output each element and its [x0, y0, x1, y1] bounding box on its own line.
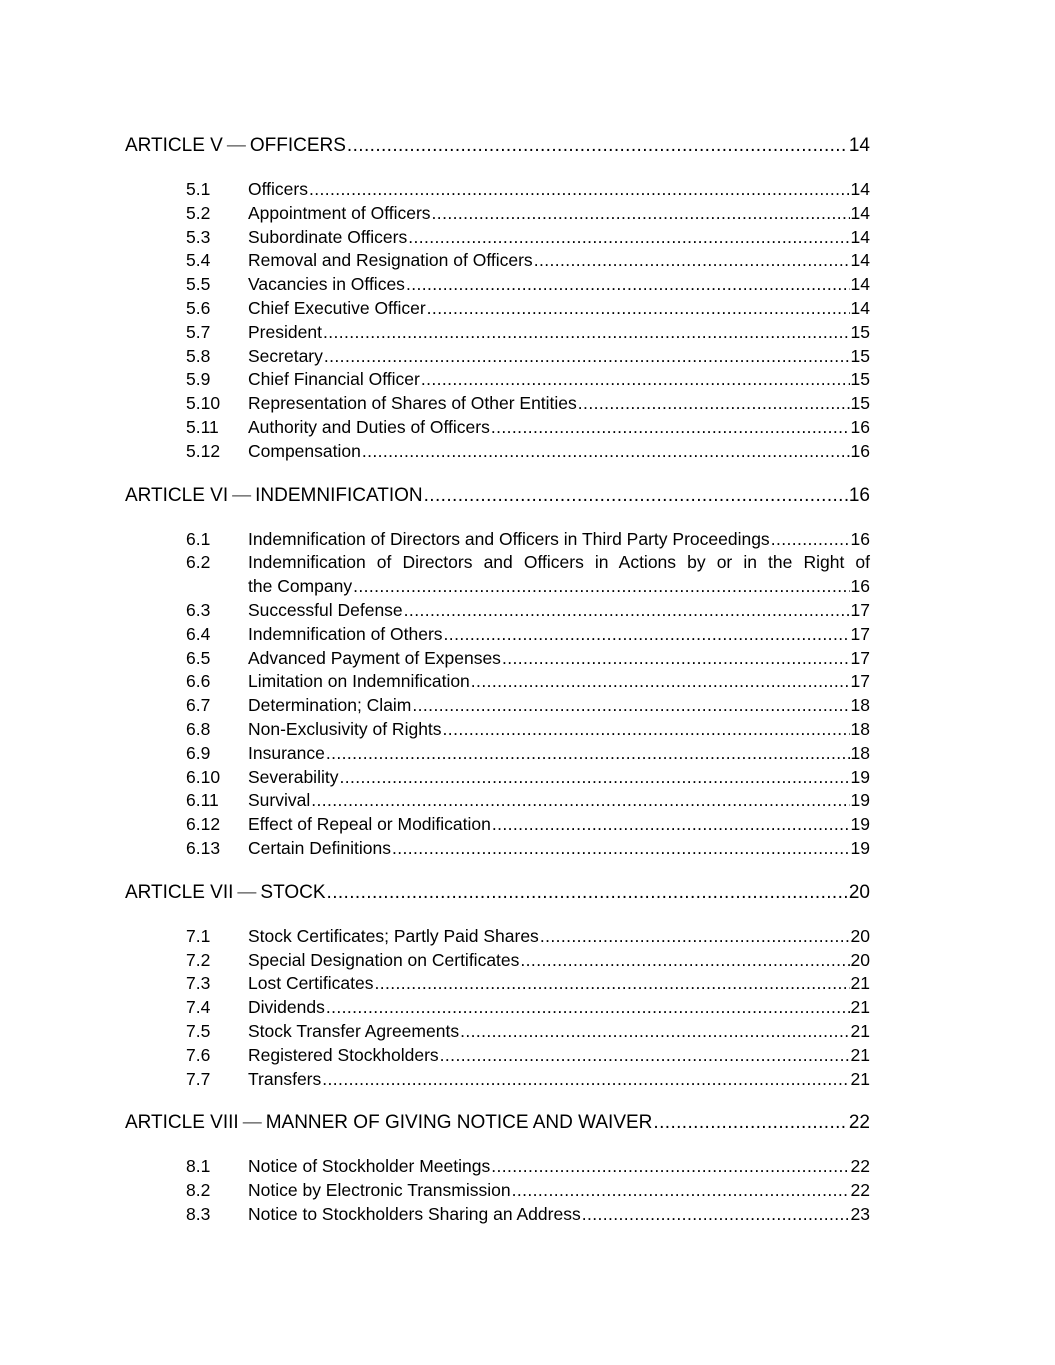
page-number: 20 — [848, 881, 870, 903]
page-number: 17 — [850, 647, 870, 668]
section-title: Insurance — [248, 742, 325, 763]
dot-leader — [347, 134, 848, 158]
dot-leader — [309, 178, 850, 202]
page-number: 17 — [850, 671, 870, 692]
section-number: 6.6 — [186, 671, 211, 692]
section-list — [125, 1155, 870, 1226]
section-title: Chief Executive Officer — [248, 297, 426, 318]
toc-entry[interactable] — [125, 392, 870, 416]
page-number: 17 — [850, 623, 870, 644]
section-title-line-2: the Company — [248, 576, 353, 597]
article-title: OFFICERS — [249, 135, 346, 156]
section-number: 5.6 — [186, 297, 211, 318]
section-title: Transfers — [248, 1068, 322, 1089]
section-number: 6.8 — [186, 718, 211, 739]
dot-leader — [471, 670, 850, 694]
dot-leader — [322, 1068, 849, 1092]
section-title: Successful Defense — [248, 599, 403, 620]
section-title-line-1: Indemnification of Directors and Officers in Actions by or in the Right of — [248, 552, 870, 573]
page-number: 15 — [850, 345, 870, 366]
page-number: 17 — [850, 599, 870, 620]
section-title: Notice of Stockholder Meetings — [248, 1156, 491, 1177]
section-number: 5.10 — [186, 393, 221, 414]
page-number: 22 — [848, 1112, 870, 1134]
dot-leader — [534, 249, 850, 273]
page-number: 14 — [848, 135, 870, 156]
page-number: 19 — [850, 837, 870, 858]
page-number: 16 — [850, 576, 870, 597]
toc-entry[interactable] — [125, 440, 870, 464]
dot-leader — [491, 416, 850, 440]
section-number: 6.2 — [186, 552, 211, 573]
section-title: Severability — [248, 766, 339, 787]
section-title: Effect of Repeal or Modification — [248, 814, 491, 835]
dot-leader — [408, 226, 849, 250]
page-number: 19 — [850, 814, 870, 835]
section-title: Removal and Resignation of Officers — [248, 250, 533, 271]
dot-leader — [440, 1044, 850, 1068]
page-number: 16 — [850, 416, 870, 437]
page-number: 14 — [850, 226, 870, 247]
toc-entry[interactable] — [125, 742, 870, 766]
page-number: 14 — [850, 250, 870, 271]
section-number: 7.7 — [186, 1068, 211, 1089]
section-number: 5.8 — [186, 345, 211, 366]
section-number: 8.2 — [186, 1180, 211, 1201]
dot-leader — [653, 1111, 847, 1135]
dot-leader — [578, 392, 850, 416]
section-title: Notice to Stockholders Sharing an Address — [248, 1203, 581, 1224]
toc-entry[interactable] — [125, 528, 870, 552]
toc-entry[interactable] — [125, 837, 870, 861]
section-number: 5.1 — [186, 179, 211, 199]
page-number: 20 — [850, 925, 870, 946]
toc-entry[interactable] — [125, 670, 870, 694]
page-number: 14 — [850, 202, 870, 223]
section-number: 8.1 — [186, 1156, 211, 1177]
page-number: 14 — [850, 179, 870, 199]
section-number: 5.7 — [186, 321, 211, 342]
section-number: 6.3 — [186, 599, 211, 620]
toc-entry[interactable] — [125, 623, 870, 647]
dot-leader — [520, 949, 849, 973]
page-number: 20 — [850, 949, 870, 970]
section-number: 7.4 — [186, 997, 211, 1018]
dot-leader — [339, 766, 849, 790]
toc-entry[interactable] — [125, 694, 870, 718]
section-number: 6.5 — [186, 647, 211, 668]
section-title: Stock Transfer Agreements — [248, 1020, 460, 1041]
toc-entry[interactable] — [125, 345, 870, 369]
page-number: 14 — [850, 297, 870, 318]
toc-entry[interactable] — [125, 297, 870, 321]
dot-leader — [362, 440, 850, 464]
article-dash: — — [226, 135, 246, 156]
section-title: Appointment of Officers — [248, 202, 431, 223]
toc-entry[interactable] — [125, 551, 870, 599]
section-number: 6.10 — [186, 766, 221, 787]
toc-entry[interactable] — [125, 647, 870, 671]
page-number: 21 — [850, 1068, 870, 1089]
section-title: Dividends — [248, 997, 325, 1018]
page-number: 19 — [850, 766, 870, 787]
dot-leader — [311, 789, 849, 813]
page-number: 14 — [850, 274, 870, 295]
table-of-contents — [125, 134, 870, 1247]
dot-leader — [424, 484, 848, 508]
page-number: 22 — [850, 1156, 870, 1177]
dot-leader — [412, 694, 849, 718]
section-title: President — [248, 321, 322, 342]
toc-entry[interactable] — [125, 273, 870, 297]
section-title: Determination; Claim — [248, 695, 412, 716]
section-number: 5.11 — [186, 416, 219, 437]
section-title: Officers — [248, 179, 308, 199]
page-number: 21 — [850, 1044, 870, 1065]
article-dash: — — [242, 1112, 262, 1134]
article-label: ARTICLE VI — [125, 484, 229, 506]
article-label: ARTICLE VIII — [125, 1112, 239, 1134]
section-number: 6.13 — [186, 837, 221, 858]
section-list — [125, 178, 870, 464]
dot-leader — [326, 996, 850, 1020]
section-number: 5.5 — [186, 274, 211, 295]
toc-entry[interactable] — [125, 949, 870, 973]
page-number: 16 — [850, 440, 870, 461]
section-title: Lost Certificates — [248, 973, 374, 994]
toc-entry[interactable] — [125, 766, 870, 790]
article-dash: — — [232, 484, 252, 506]
section-number: 5.9 — [186, 369, 211, 390]
section-list — [125, 528, 870, 861]
dot-leader — [327, 881, 848, 905]
dot-leader — [540, 925, 850, 949]
section-title: Representation of Shares of Other Entities — [248, 393, 577, 414]
page-number: 15 — [850, 369, 870, 390]
article-label: ARTICLE VII — [125, 881, 234, 903]
section-number: 7.5 — [186, 1020, 211, 1041]
article-title: MANNER OF GIVING NOTICE AND WAIVER — [265, 1112, 653, 1134]
page-number: 21 — [850, 973, 870, 994]
page-number: 15 — [850, 393, 870, 414]
page-number: 21 — [850, 1020, 870, 1041]
page-number: 23 — [850, 1203, 870, 1224]
section-number: 5.2 — [186, 202, 211, 223]
section-number: 6.9 — [186, 742, 211, 763]
article-label: ARTICLE V — [125, 135, 223, 156]
section-title: Registered Stockholders — [248, 1044, 439, 1065]
section-title: Indemnification of Others — [248, 623, 443, 644]
section-title: Vacancies in Offices — [248, 274, 405, 295]
section-number: 5.12 — [186, 440, 221, 461]
page-number: 21 — [850, 997, 870, 1018]
toc-entry[interactable] — [125, 416, 870, 440]
dot-leader — [326, 742, 850, 766]
dot-leader — [460, 1020, 849, 1044]
page-number: 18 — [850, 718, 870, 739]
toc-entry[interactable] — [125, 1068, 870, 1092]
section-number: 6.11 — [186, 790, 219, 811]
section-title: Compensation — [248, 440, 361, 461]
section-title: Survival — [248, 790, 311, 811]
toc-entry[interactable] — [125, 1179, 870, 1203]
section-title: Limitation on Indemnification — [248, 671, 470, 692]
toc-entry[interactable] — [125, 368, 870, 392]
section-title: Chief Financial Officer — [248, 369, 420, 390]
toc-entry[interactable] — [125, 226, 870, 250]
toc-article-heading[interactable] — [125, 881, 870, 905]
toc-entry[interactable] — [125, 178, 870, 202]
toc-entry[interactable] — [125, 1044, 870, 1068]
dot-leader — [374, 972, 849, 996]
section-title: Authority and Duties of Officers — [248, 416, 490, 437]
section-number: 7.3 — [186, 973, 211, 994]
toc-article-heading[interactable] — [125, 1111, 870, 1135]
dot-leader — [502, 647, 850, 671]
section-title: Indemnification of Directors and Officers in Third Party Proceedings — [248, 528, 770, 549]
dot-leader — [443, 718, 850, 742]
dot-leader — [492, 813, 850, 837]
toc-entry[interactable] — [125, 972, 870, 996]
page-number: 18 — [850, 742, 870, 763]
toc-entry[interactable] — [125, 1020, 870, 1044]
section-number: 5.3 — [186, 226, 211, 247]
toc-entry[interactable] — [125, 996, 870, 1020]
dot-leader — [406, 273, 850, 297]
toc-entry[interactable] — [125, 249, 870, 273]
page-number: 19 — [850, 790, 870, 811]
toc-entry[interactable] — [125, 925, 870, 949]
page-number: 15 — [850, 321, 870, 342]
dot-leader — [323, 321, 850, 345]
dot-leader — [324, 345, 850, 369]
section-title: Subordinate Officers — [248, 226, 408, 247]
toc-entry[interactable] — [125, 1203, 870, 1227]
dot-leader — [512, 1179, 850, 1203]
toc-entry[interactable] — [125, 599, 870, 623]
toc-article-heading[interactable] — [125, 134, 870, 158]
section-number: 6.1 — [186, 528, 211, 549]
dot-leader — [582, 1203, 850, 1227]
dot-leader — [353, 575, 849, 599]
section-number: 7.1 — [186, 925, 211, 946]
dot-leader — [491, 1155, 849, 1179]
section-title: Notice by Electronic Transmission — [248, 1180, 511, 1201]
page-number: 18 — [850, 695, 870, 716]
dot-leader — [427, 297, 850, 321]
section-title: Advanced Payment of Expenses — [248, 647, 501, 668]
article-dash: — — [237, 881, 257, 903]
section-title: Secretary — [248, 345, 323, 366]
toc-entry[interactable] — [125, 202, 870, 226]
toc-entry[interactable] — [125, 789, 870, 813]
dot-leader — [404, 599, 850, 623]
section-title: Certain Definitions — [248, 837, 391, 858]
dot-leader — [392, 837, 850, 861]
section-title: Stock Certificates; Partly Paid Shares — [248, 925, 539, 946]
section-number: 7.6 — [186, 1044, 211, 1065]
article-title: INDEMNIFICATION — [255, 484, 423, 506]
toc-entry[interactable] — [125, 321, 870, 345]
toc-entry[interactable] — [125, 813, 870, 837]
dot-leader — [771, 528, 850, 552]
section-list — [125, 925, 870, 1092]
section-number: 6.12 — [186, 814, 221, 835]
section-number: 8.3 — [186, 1203, 211, 1224]
page-number: 22 — [850, 1180, 870, 1201]
article-title: STOCK — [260, 881, 326, 903]
section-number: 6.7 — [186, 695, 211, 716]
toc-entry[interactable] — [125, 1155, 870, 1179]
toc-article-heading[interactable] — [125, 484, 870, 508]
page-number: 16 — [848, 484, 870, 506]
section-number: 7.2 — [186, 949, 211, 970]
section-title: Special Designation on Certificates — [248, 949, 520, 970]
section-number: 5.4 — [186, 250, 211, 271]
dot-leader — [421, 368, 850, 392]
page-number: 16 — [850, 528, 870, 549]
dot-leader — [432, 202, 850, 226]
section-title: Non-Exclusivity of Rights — [248, 718, 442, 739]
toc-entry[interactable] — [125, 718, 870, 742]
section-number: 6.4 — [186, 623, 211, 644]
dot-leader — [444, 623, 850, 647]
